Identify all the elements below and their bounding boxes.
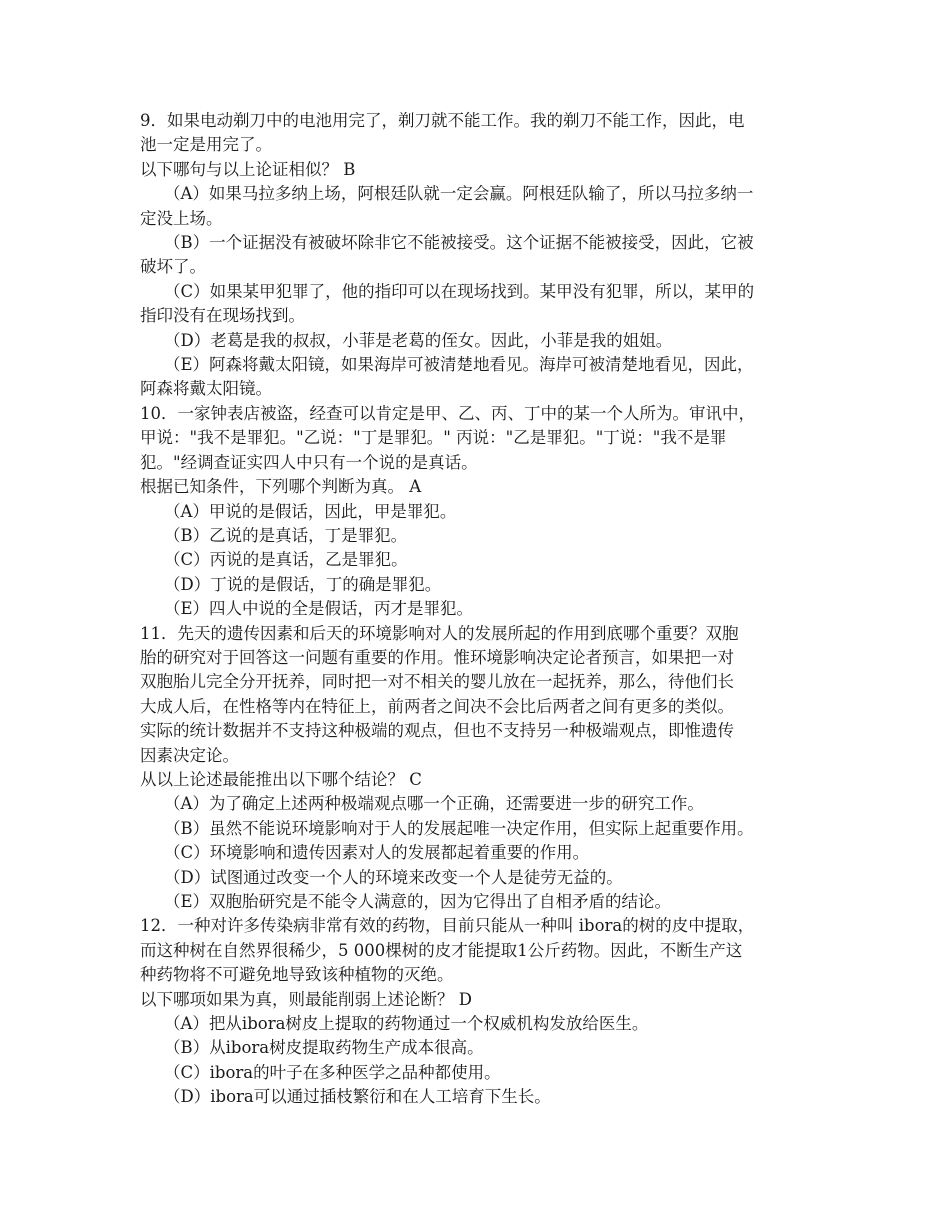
question-stem-line: 种药物将不可避免地导致该种植物的灭绝。: [140, 965, 454, 985]
option-line: 破坏了。: [140, 257, 206, 277]
option-b: （B）从ibora树皮提取药物生产成本很高。: [164, 1038, 484, 1058]
option-a: （A）把从ibora树皮上提取的药物通过一个权威机构发放给医生。: [164, 1014, 649, 1034]
option-line: （A）如果马拉多纳上场，阿根廷队就一定会赢。阿根廷队输了，所以马拉多纳一: [164, 184, 754, 204]
question-stem-line: 12．一种对许多传染病非常有效的药物，目前只能从一种叫 ibora的树的皮中提取，: [140, 916, 755, 936]
option-e: （E）双胞胎研究是不能令人满意的，因为它得出了自相矛盾的结论。: [164, 892, 672, 911]
option-a: （A）甲说的是假话，因此，甲是罪犯。: [164, 501, 457, 521]
question-stem-line: 犯。"经调查证实四人中只有一个说的是真话。: [140, 452, 478, 472]
question-11: [140, 622, 815, 915]
option-line: 指印没有在现场找到。: [140, 306, 305, 326]
option-c: （C）ibora的叶子在多种医学之品种都使用。: [164, 1062, 501, 1082]
option-b: （B）虽然不能说环境影响对于人的发展起唯一决定作用，但实际上起重要作用。: [164, 818, 754, 838]
option-a: （A）为了确定上述两种极端观点哪一个正确，还需要进一步的研究工作。: [164, 794, 704, 814]
option-c: [140, 280, 815, 329]
option-line: （E）阿森将戴太阳镜，如果海岸可被清楚地看见。海岸可被清楚地看见，因此，: [164, 355, 754, 375]
question-stem-line: 大成人后，在性格等内在特征上，前两者之间决不会比后两者之间有更多的类似。: [140, 696, 734, 716]
option-line: （D）老葛是我的叔叔，小菲是老葛的侄女。因此，小菲是我的姐姐。: [164, 330, 673, 350]
question-prompt: 从以上论述最能推出以下哪个结论？ C: [140, 769, 422, 789]
question-stem-line: 9．如果电动剃刀中的电池用完了，剃刀就不能工作。我的剃刀不能工作，因此，电: [140, 111, 745, 130]
option-d: （D）试图通过改变一个人的环境来改变一个人是徒劳无益的。: [164, 867, 623, 887]
question-stem-line: 胎的研究对于回答这一问题有重要的作用。惟环境影响决定论者预言，如果把一对: [140, 647, 734, 667]
option-e: [140, 353, 815, 402]
question-9: [140, 109, 815, 402]
option-c: （C）环境影响和遗传因素对人的发展都起着重要的作用。: [164, 843, 590, 863]
question-stem-line: 而这种树在自然界很稀少，5 000棵树的皮才能提取1公斤药物。因此，不断生产这: [140, 940, 743, 960]
question-10: [140, 402, 815, 622]
option-c: （C）丙说的是真话，乙是罪犯。: [164, 550, 408, 570]
option-e: （E）四人中说的全是假话，丙才是罪犯。: [164, 599, 474, 619]
question-prompt: 以下哪句与以上论证相似？ B: [140, 159, 356, 179]
option-a: [140, 182, 815, 231]
option-line: 阿森将戴太阳镜。: [140, 379, 272, 399]
option-b: （B）乙说的是真话，丁是罪犯。: [164, 525, 408, 545]
option-b: [140, 231, 815, 280]
option-line: 定没上场。: [140, 208, 223, 228]
question-12: [140, 914, 815, 1109]
question-stem-line: 池一定是用完了。: [140, 135, 272, 155]
question-prompt: 以下哪项如果为真，则最能削弱上述论断？ D: [140, 989, 472, 1009]
option-d: （D）丁说的是假话，丁的确是罪犯。: [164, 574, 442, 594]
question-stem-line: 实际的统计数据并不支持这种极端的观点，但也不支持另一种极端观点，即惟遗传: [140, 721, 734, 741]
question-stem-line: 因素决定论。: [140, 745, 239, 765]
question-stem-line: 11．先天的遗传因素和后天的环境影响对人的发展所起的作用到底哪个重要？双胞: [140, 623, 739, 643]
question-stem-line: 甲说："我不是罪犯。"乙说："丁是罪犯。" 丙说："乙是罪犯。"丁说："我不是罪: [140, 428, 727, 448]
option-line: （C）如果某甲犯罪了，他的指印可以在现场找到。某甲没有犯罪，所以，某甲的: [164, 281, 755, 301]
option-d: （D）ibora可以通过插枝繁衍和在人工培育下生长。: [164, 1087, 551, 1107]
question-prompt: 根据已知条件，下列哪个判断为真。 A: [140, 477, 422, 497]
option-d: [140, 329, 815, 353]
question-stem-line: 10．一家钟表店被盗，经查可以肯定是甲、乙、丙、丁中的某一个人所为。审讯中，: [140, 403, 755, 423]
question-stem-line: 双胞胎儿完全分开抚养，同时把一对不相关的婴儿放在一起抚养，那么，待他们长: [140, 672, 734, 692]
document-body: [140, 109, 815, 1110]
option-line: （B）一个证据没有被破坏除非它不能被接受。这个证据不能被接受，因此，它被: [164, 233, 754, 253]
